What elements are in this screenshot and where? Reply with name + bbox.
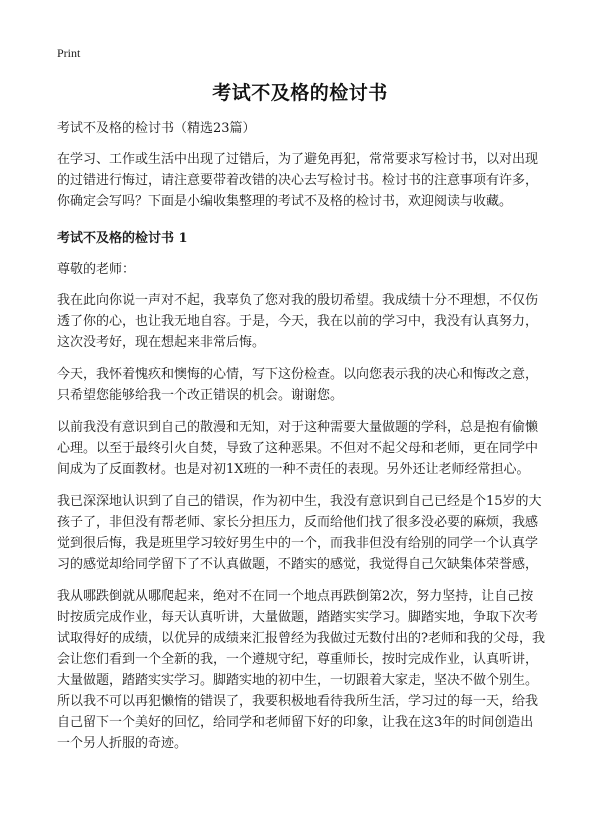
- document-subtitle: 考试不及格的检讨书（精选23篇）: [57, 121, 256, 136]
- intro-paragraph: 在学习、工作或生活中出现了过错后，为了避免再犯，常常要求写检讨书，以对出现的过错进行悔过，请注意要带着改错的决心去写检讨书。检讨书的注意事项有许多，你确定会写吗？下面是小编收集整理的考试不及格的检讨书，欢迎阅读与收藏。: [57, 152, 539, 209]
- print-link[interactable]: Print: [57, 46, 81, 60]
- body-paragraph: 我在此向你说一声对不起，我辜负了您对我的殷切希望。我成绩十分不理想，不仅伤透了你的心，也让我无地自容。于是，今天，我在以前的学习中，我没有认真努力，这次没考好，现在想起来非常后悔。: [57, 293, 539, 350]
- greeting: 尊敬的老师：: [57, 262, 136, 277]
- body-paragraph: 我从哪跌倒就从哪爬起来，绝对不在同一个地点再跌倒第2次，努力坚持，让自己按时按质完成作业，每天认真听讲，大量做题，踏踏实实学习。脚踏实地，争取下次考试取得好的成绩，以优异的成绩来汇报曾经为我做过无数付出的?老师和我的父母，我会让您们看到一个全新的我，一个遵规守纪，尊重师长，按时完成作业，认真听讲，大量做题，踏踏实实学习。脚踏实地的初中生，一切跟着大家走，坚决不做个别生。所以我不可以再犯懒惰的错误了，我要积极地看待我所生活，学习过的每一天，给我自己留下一个美好的回忆，给同学和老师留下好的印象，让我在这3年的时间创造出一个另人折服的奇迹。: [57, 589, 545, 751]
- body-paragraph: 我已深深地认识到了自己的错误，作为初中生，我没有意识到自己已经是个15岁的大孩子了，非但没有帮老师、家长分担压力，反而给他们找了很多没必要的麻烦，我感觉到很后悔，我是班里学习较好男生中的一个，而我非但没有给别的同学一个认真学习的感觉却给同学留下了不认真做题，不踏实的感觉，我觉得自己欠缺集体荣誉感，: [57, 494, 542, 572]
- document-body: [57, 118, 545, 765]
- section-heading: 考试不及格的检讨书 1: [57, 231, 188, 246]
- page-title: 考试不及格的检讨书: [212, 82, 388, 104]
- body-paragraph: 以前我没有意识到自己的散漫和无知，对于这种需要大量做题的学科，总是抱有偷懒心理。以至于最终引火自焚，导致了这种恶果。不但对不起父母和老师，更在同学中间成为了反面教材。也是对初1X班的一种不责任的表现。另外还让老师经常担心。: [57, 420, 539, 477]
- body-paragraph: 今天，我怀着愧疚和懊悔的心情，写下这份检查。以向您表示我的决心和悔改之意，只希望您能够给我一个改正错误的机会。谢谢您。: [57, 367, 539, 403]
